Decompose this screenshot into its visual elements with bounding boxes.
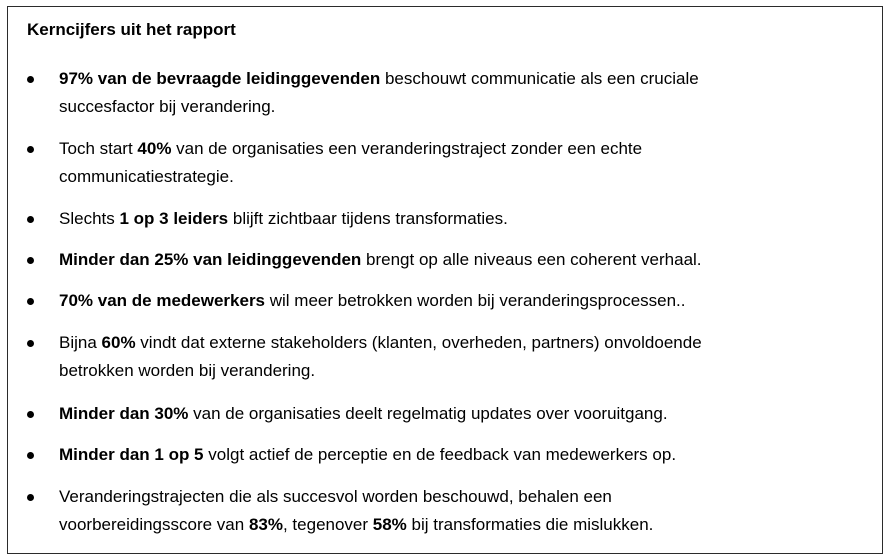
bullet-icon bbox=[27, 76, 34, 83]
text-line bbox=[59, 246, 859, 274]
list-item-text bbox=[59, 65, 859, 121]
text-segment: volgt actief de perceptie en de feedback van medewerkers op. bbox=[203, 445, 677, 464]
list-item-text bbox=[59, 246, 859, 274]
text-line bbox=[59, 287, 859, 315]
text-line bbox=[59, 483, 859, 511]
box-title: Kerncijfers uit het rapport bbox=[27, 20, 236, 39]
list-item-text bbox=[59, 400, 859, 428]
text-segment: van de organisaties deelt regelmatig updates over vooruitgang. bbox=[188, 404, 668, 423]
bullet-icon bbox=[27, 411, 34, 418]
text-segment: betrokken worden bij verandering. bbox=[59, 361, 316, 380]
text-line bbox=[59, 163, 859, 191]
text-line bbox=[59, 329, 859, 357]
bullet-icon bbox=[27, 257, 34, 264]
text-segment: van de organisaties een veranderingstraject zonder een echte bbox=[171, 139, 643, 158]
text-line bbox=[59, 400, 859, 428]
text-line bbox=[59, 135, 859, 163]
bold-figure: 60% bbox=[101, 333, 136, 352]
list-item-text bbox=[59, 329, 859, 385]
list-item-text bbox=[59, 483, 859, 539]
bold-figure: 1 op 3 leiders bbox=[119, 209, 229, 228]
list-item-text bbox=[59, 441, 859, 469]
list-item-text bbox=[59, 135, 859, 191]
bold-figure: 83% bbox=[248, 515, 283, 534]
bold-figure: 97% van de bevraagde leidinggevenden bbox=[59, 69, 381, 88]
bullet-icon bbox=[27, 216, 34, 223]
bullet-icon bbox=[27, 340, 34, 347]
text-segment: succesfactor bij verandering. bbox=[59, 97, 276, 116]
list-item-text bbox=[59, 287, 859, 315]
text-line bbox=[59, 511, 859, 539]
text-line bbox=[59, 205, 859, 233]
bold-figure: Minder dan 30% bbox=[59, 404, 189, 423]
text-segment: wil meer betrokken worden bij veranderingsprocessen.. bbox=[265, 291, 686, 310]
text-segment: brengt op alle niveaus een coherent verhaal. bbox=[361, 250, 702, 269]
text-segment: Slechts bbox=[59, 209, 120, 228]
text-segment: Bijna bbox=[59, 333, 102, 352]
bold-figure: Minder dan 1 op 5 bbox=[59, 445, 204, 464]
text-line bbox=[59, 441, 859, 469]
key-figures-box bbox=[7, 6, 883, 554]
text-line bbox=[59, 65, 859, 93]
bold-figure: 40% bbox=[137, 139, 172, 158]
text-segment: bij transformaties die mislukken. bbox=[406, 515, 654, 534]
bullet-icon bbox=[27, 452, 34, 459]
list-item-text bbox=[59, 205, 859, 233]
text-segment: Veranderingstrajecten die als succesvol worden beschouwd, behalen een bbox=[59, 487, 612, 506]
text-segment: vindt dat externe stakeholders (klanten, overheden, partners) onvoldoende bbox=[135, 333, 702, 352]
bullet-icon bbox=[27, 494, 34, 501]
bold-figure: Minder dan 25% van leidinggevenden bbox=[59, 250, 362, 269]
text-segment: Toch start bbox=[59, 139, 138, 158]
text-segment: beschouwt communicatie als een cruciale bbox=[380, 69, 699, 88]
text-segment: voorbereidingsscore van bbox=[59, 515, 249, 534]
bullet-icon bbox=[27, 298, 34, 305]
text-segment: , tegenover bbox=[282, 515, 373, 534]
text-segment: communicatiestrategie. bbox=[59, 167, 234, 186]
text-line bbox=[59, 357, 859, 385]
text-segment: blijft zichtbaar tijdens transformaties. bbox=[228, 209, 508, 228]
bullet-icon bbox=[27, 146, 34, 153]
bold-figure: 70% van de medewerkers bbox=[59, 291, 266, 310]
bold-figure: 58% bbox=[372, 515, 407, 534]
text-line bbox=[59, 93, 859, 121]
